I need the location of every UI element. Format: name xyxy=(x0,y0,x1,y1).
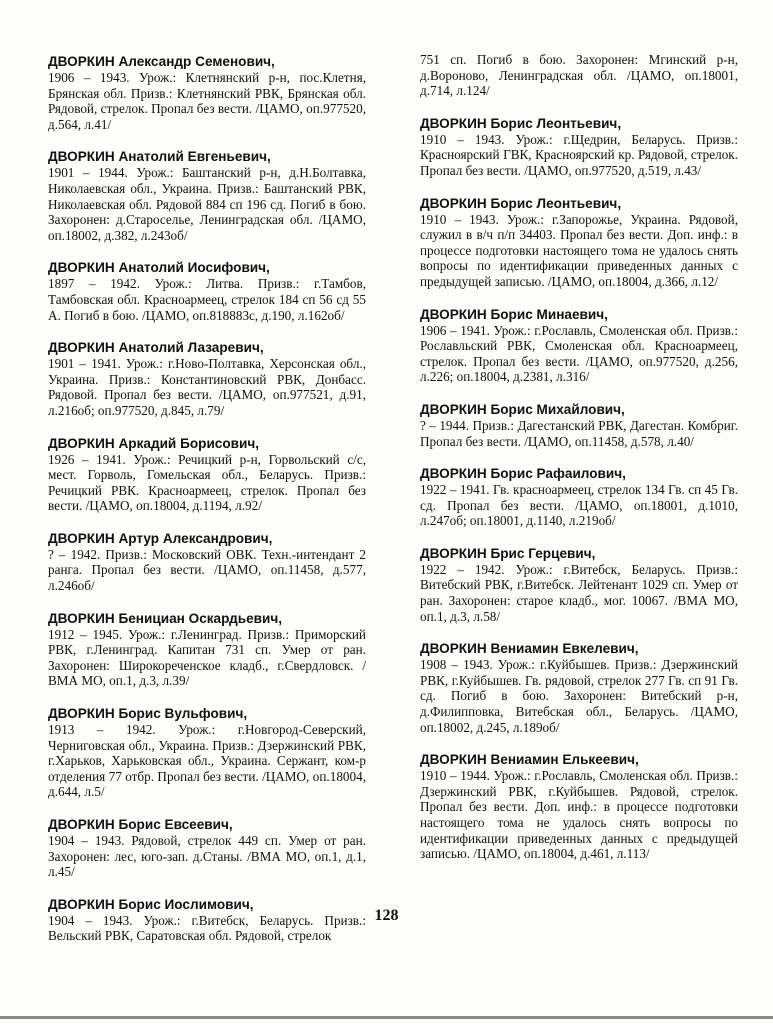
entry-text: 1906 – 1941. Урож.: г.Рославль, Смоленская обл. Призв.: Рославльский РВК, Смоленская обл. Красноармеец, стрелок. Пропал без вести. /ЦАМО, оп.977520, д.256, л.226; оп.18004, д.2381, л.316/ xyxy=(420,322,738,385)
entry-name: ДВОРКИН Борис Леонтьевич, xyxy=(420,195,622,211)
entry-dvorkin-veniamin-evkelevich xyxy=(420,641,738,735)
entry-text: 1922 – 1942. Урож.: г.Витебск, Беларусь. Призв.: Витебский РВК, г.Витебск. Лейтенант 1029 сп. Умер от ран. Захоронен: старое кладб., мог. 10067. /ВМА МО, оп.1, д.3, л.58/ xyxy=(420,561,738,624)
entry-text: 1897 – 1942. Урож.: Литва. Призв.: г.Тамбов, Тамбовская обл. Красноармеец, стрелок 184 сп 56 сд 55 А. Погиб в бою. /ЦАМО, оп.818883с, д.190, л.162об/ xyxy=(48,276,366,323)
entry-name: ДВОРКИН Борис Евсеевич, xyxy=(48,817,233,832)
entry-name: ДВОРКИН Анатолий Иосифович, xyxy=(48,260,270,276)
entry-name: ДВОРКИН Анатолий Лазаревич, xyxy=(48,340,264,356)
entry-dvorkin-bris-gertsevich xyxy=(420,546,738,624)
entry-text: 1910 – 1944. Урож.: г.Рославль, Смоленская обл. Призв.: Дзержинский РВК, г.Куйбышев. Рядовой, стрелок. Пропал без вести. Доп. инф.: в процессе подготовки настоящего тома не удалось снять вопросы по идентификации приведенных данных с предыдущей записью. /ЦАМО, оп.18004, д.461, л.113/ xyxy=(420,768,738,862)
entry-text: 1912 – 1945. Урож.: г.Ленинград. Призв.: Приморский РВК, г.Ленинград. Капитан 731 сп. Умер от ран. Захоронен: Широкореченское кладб., г.Свердловск. /ВМА МО, оп.1, д.3, л.39/ xyxy=(48,626,366,689)
entry-dvorkin-veniamin-elkeevich xyxy=(420,752,738,862)
entry-text: 1926 – 1941. Урож.: Речицкий р-н, Горвольский с/с, мест. Горволь, Гомельская обл., Беларусь. Призв.: Речицкий РВК. Красноармеец, стрелок. Пропал без вести. /ЦАМО, оп.18004, д.1194, л.92/ xyxy=(48,451,366,514)
entry-name: ДВОРКИН Артур Александрович, xyxy=(48,530,273,546)
entry-dvorkin-artur xyxy=(48,531,366,594)
entry-dvorkin-boris-leontievich-1 xyxy=(420,116,738,179)
entry-dvorkin-anatoly-iosifovich xyxy=(48,260,366,323)
entry-name: ДВОРКИН Брис Герцевич, xyxy=(420,545,596,561)
entry-text: 1908 – 1943. Урож.: г.Куйбышев. Призв.: Дзержинский РВК, г.Куйбышев. Гв. рядовой, стрелок 277 Гв. сп 91 Гв. сд. Погиб в бою. Захоронен: Витебский р-н, д.Филипповка, Витебская обл., Беларусь. /ЦАМО, оп.18002, д.245, л.189об/ xyxy=(420,657,738,735)
entry-text: 1904 – 1943. Рядовой, стрелок 449 сп. Умер от ран. Захоронен: лес, юго-зап. д.Станы. /ВМА МО, оп.1, д.1, л.45/ xyxy=(48,833,366,880)
entry-name: ДВОРКИН Борис Михайлович, xyxy=(420,401,625,417)
entry-dvorkin-benitsian xyxy=(48,611,366,689)
entry-text: ? – 1942. Призв.: Московский ОВК. Техн.-интендант 2 ранга. Пропал без вести. /ЦАМО, оп.11458, д.577, л.246об/ xyxy=(48,546,366,594)
entry-name: ДВОРКИН Вениамин Евкелевич, xyxy=(420,641,639,657)
right-column xyxy=(420,52,738,879)
entry-text: ? – 1944. Призв.: Дагестанский РВК, Дагестан. Комбриг. Пропал без вести. /ЦАМО, оп.11458, д.578, л.40/ xyxy=(420,417,738,449)
entry-dvorkin-anatoly-lazarevich xyxy=(48,340,366,418)
entry-name: ДВОРКИН Вениамин Елькеевич, xyxy=(420,752,639,768)
entry-dvorkin-boris-minaevich xyxy=(420,307,738,385)
entry-name: ДВОРКИН Борис Минаевич, xyxy=(420,306,608,322)
entry-dvorkin-boris-evseevich xyxy=(48,817,366,880)
entry-text: 1904 – 1943. Урож.: г.Витебск, Беларусь. Призв.: Вельский РВК, Саратовская обл. Рядовой, стрелок xyxy=(48,912,366,944)
entry-text: 1913 – 1942. Урож.: г.Новгород-Северский, Черниговская обл., Украина. Призв.: Дзержинский РВК, г.Харьков, Харьковская обл., Украина. Сержант, ком-р отделения 77 отбр. Пропал без вести. /ЦАМО, оп.18004, д.644, л.5/ xyxy=(48,722,366,800)
entry-text: 1901 – 1944. Урож.: Баштанский р-н, д.Н.Болтавка, Николаевская обл., Украина. Призв.: Баштанский РВК, Николаевская обл. Рядовой 884 сп 196 сд. Погиб в бою. Захоронен: д.Староселье, Ленинградская обл. /ЦАМО, оп.18002, д.382, л.243об/ xyxy=(48,165,366,243)
entry-name: ДВОРКИН Бенициан Оскардьевич, xyxy=(48,610,283,626)
entry-dvorkin-boris-rafailovich xyxy=(420,466,738,529)
entry-dvorkin-boris-leontievich-2 xyxy=(420,196,738,290)
entry-dvorkin-anatoly-evgenievich xyxy=(48,149,366,243)
entry-dvorkin-arkady xyxy=(48,436,366,514)
entry-text: 1906 – 1943. Урож.: Клетнянский р-н, пос.Клетня, Брянская обл. Призв.: Клетнянский РВК, Брянская обл. Рядовой, стрелок. Пропал без вести. /ЦАМО, оп.977520, д.564, л.41/ xyxy=(48,70,366,132)
page-number: 128 xyxy=(374,907,399,924)
entry-continuation xyxy=(420,52,738,99)
entry-text: 1901 – 1941. Урож.: г.Ново-Полтавка, Херсонская обл., Украина. Призв.: Константиновский РВК, Донбасс. Рядовой. Пропал без вести. /ЦАМО, оп.977521, д.91, л.216об; оп.977520, д.845, л.79/ xyxy=(48,356,366,418)
entry-text: 1910 – 1943. Урож.: г.Запорожье, Украина. Рядовой, служил в в/ч п/п 34403. Пропал без вести. Доп. инф.: в процессе подготовки настоящего тома не удалось снять вопросы по идентификации приведенных данных с предыдущей записью. /ЦАМО, оп.18004, д.366, л.12/ xyxy=(420,211,738,289)
left-column xyxy=(48,54,366,961)
entry-text: 1922 – 1941. Гв. красноармеец, стрелок 134 Гв. сп 45 Гв. сд. Пропал без вести. /ЦАМО, оп.18001, д.1010, л.247об; оп.18001, д.1140, л.219об/ xyxy=(420,482,738,529)
entry-name: ДВОРКИН Анатолий Евгеньевич, xyxy=(48,149,271,165)
entry-text: 751 сп. Погиб в бою. Захоронен: Мгинский р-н, д.Вороново, Ленинградская обл. /ЦАМО, оп.18001, д.714, л.124/ xyxy=(420,52,738,99)
bottom-scan-edge xyxy=(0,1016,773,1019)
entry-text: 1910 – 1943. Урож.: г.Щедрин, Беларусь. Призв.: Красноярский ГВК, Красноярский кр. Рядовой, стрелок. Пропал без вести. /ЦАМО, оп.977520, д.519, л.43/ xyxy=(420,131,738,178)
entry-name: ДВОРКИН Борис Леонтьевич, xyxy=(420,115,622,131)
entry-name: ДВОРКИН Аркадий Борисович, xyxy=(48,435,260,451)
entry-dvorkin-boris-vulfovich xyxy=(48,706,366,800)
entry-name: ДВОРКИН Борис Рафаилович, xyxy=(420,466,626,482)
entry-dvorkin-aleksandr xyxy=(48,54,366,132)
entry-name: ДВОРКИН Александр Семенович, xyxy=(48,54,275,69)
entry-name: ДВОРКИН Борис Иослимович, xyxy=(48,896,254,912)
entry-name: ДВОРКИН Борис Вульфович, xyxy=(48,706,248,722)
entry-dvorkin-boris-mikhailovich xyxy=(420,402,738,449)
